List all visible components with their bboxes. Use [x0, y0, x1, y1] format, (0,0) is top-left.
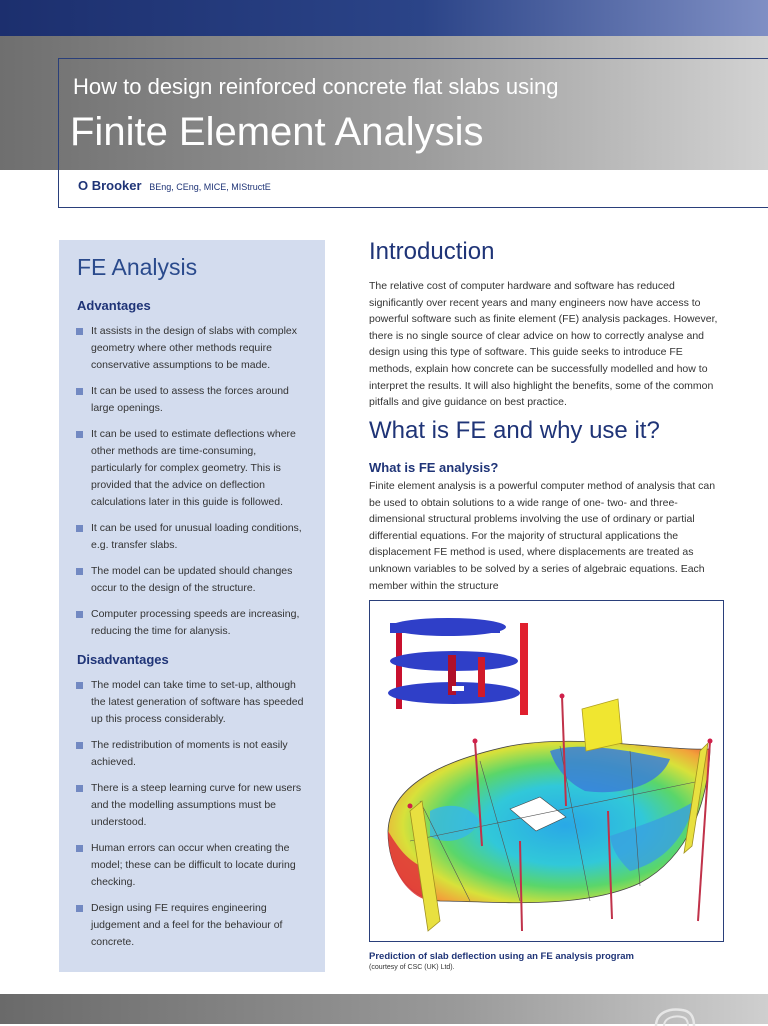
bullet-icon: [76, 785, 83, 792]
bullet-icon: [76, 611, 83, 618]
what-is-fe-heading: What is FE and why use it?: [369, 417, 660, 444]
advantage-text: The model can be updated should changes occur to the design of the structure.: [91, 565, 293, 594]
bullet-icon: [76, 328, 83, 335]
figure-caption: Prediction of slab deflection using an FE analysis program: [369, 951, 634, 962]
advantage-text: Computer processing speeds are increasing, reducing the time for alanysis.: [91, 608, 300, 637]
document-subtitle: How to design reinforced concrete flat slabs using: [73, 74, 559, 99]
disadvantage-text: The model can take time to set-up, although the latest generation of software has speeded up this process considerably.: [91, 679, 304, 725]
figure-credit: (courtesy of CSC (UK) Ltd).: [369, 964, 455, 971]
list-item: [75, 426, 305, 511]
introduction-paragraph: The relative cost of computer hardware and software has reduced significantly over recent years and many engineers now have access to powerful software such as finite element (FE) analysis packages. However, there is no single source of clear advice on how to correctly analyse and design using this type of software. This guide seeks to introduce FE methods, explain how concrete can be successfully modelled and how to interpret the results. It will also highlight the benefits, some of the common pitfalls and give guidance on best practice.: [369, 280, 718, 409]
deflection-slab: [388, 741, 710, 902]
advantage-text: It assists in the design of slabs with complex geometry where other methods require conservative assumptions to be made.: [91, 325, 298, 371]
bullet-icon: [76, 431, 83, 438]
advantage-text: It can be used for unusual loading conditions, e.g. transfer slabs.: [91, 522, 302, 551]
advantage-text: It can be used to estimate deflections where other methods are time-consuming, particularly for complex geometry. This is provided that the advice on deflection calculations later in this guide is followed.: [91, 428, 296, 508]
bullet-icon: [76, 682, 83, 689]
document-title: Finite Element Analysis: [70, 110, 484, 154]
disadvantage-text: Human errors can occur when creating the model; these can be difficult to locate during checking.: [91, 842, 296, 888]
list-item: [75, 840, 305, 891]
introduction-heading: Introduction: [369, 238, 495, 265]
disadvantages-list: [75, 677, 305, 960]
bullet-icon: [76, 388, 83, 395]
list-item: [75, 563, 305, 597]
fe-analysis-sidebar: [59, 240, 325, 972]
list-item: [75, 606, 305, 640]
bullet-icon: [76, 845, 83, 852]
list-item: [75, 677, 305, 728]
publisher-logo-icon: [648, 1004, 698, 1026]
list-item: [75, 520, 305, 554]
bullet-icon: [76, 525, 83, 532]
author-line: [78, 178, 271, 193]
list-item: [75, 900, 305, 951]
advantages-list: [75, 323, 305, 649]
list-item: [75, 383, 305, 417]
disadvantage-text: Design using FE requires engineering judgement and a feel for the behaviour of concrete.: [91, 902, 283, 948]
disadvantage-text: There is a steep learning curve for new users and the modelling assumptions must be understood.: [91, 782, 302, 828]
list-item: [75, 323, 305, 374]
bullet-icon: [76, 742, 83, 749]
what-is-fe-analysis-subheading: What is FE analysis?: [369, 460, 499, 475]
bullet-icon: [76, 905, 83, 912]
list-item: [75, 780, 305, 831]
disadvantages-heading: Disadvantages: [77, 652, 169, 667]
what-is-fe-paragraph: Finite element analysis is a powerful computer method of analysis that can be used to obtain solutions to a wide range of one- two- and three-dimensional structural problems involving the use of ordinary or partial differential equations. For the majority of structural applications the displacement FE method is used, where displacements are treated as unknown variables to be solved by a series of algebraic equations. Each member within the structure: [369, 480, 716, 592]
author-name: O Brooker: [78, 178, 142, 193]
building-model: [388, 618, 528, 715]
top-color-band: [0, 0, 768, 36]
disadvantage-text: The redistribution of moments is not easily achieved.: [91, 739, 288, 768]
list-item: [75, 737, 305, 771]
fe-deflection-figure: [369, 600, 724, 942]
advantage-text: It can be used to assess the forces around large openings.: [91, 385, 289, 414]
advantages-heading: Advantages: [77, 298, 151, 313]
author-credentials: BEng, CEng, MICE, MIStructE: [149, 182, 271, 192]
sidebar-title: FE Analysis: [77, 254, 198, 280]
fe-model-illustration: [370, 601, 723, 941]
bullet-icon: [76, 568, 83, 575]
